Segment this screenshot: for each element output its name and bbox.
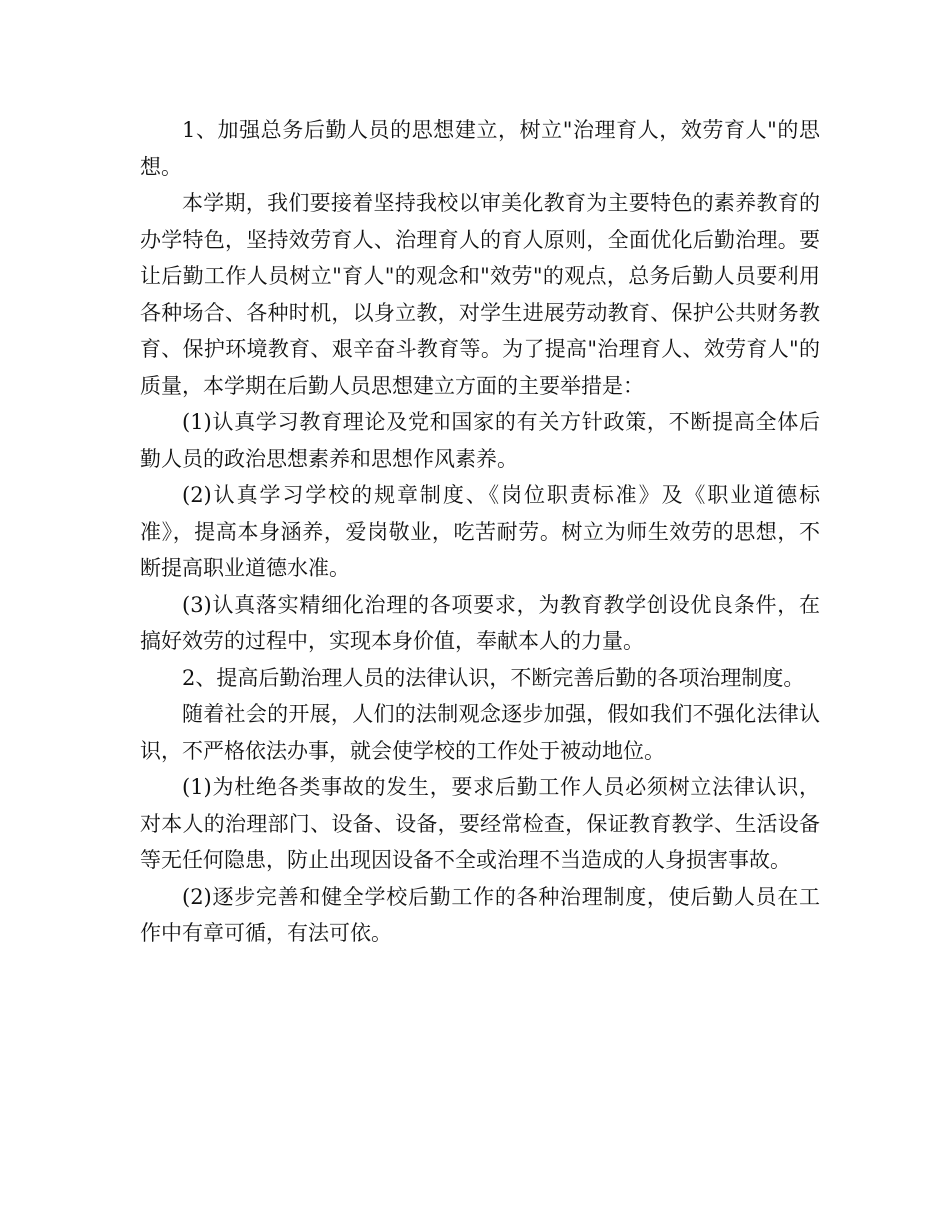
body-paragraph-2: 随着社会的开展，人们的法制观念逐步加强，假如我们不强化法律认识，不严格依法办事，就会使学校的工作处于被动地位。 bbox=[140, 702, 820, 763]
section-heading-2: 2、提高后勤治理人员的法律认识，不断完善后勤的各项治理制度。 bbox=[182, 665, 805, 690]
document-page bbox=[140, 112, 820, 952]
list-item-3: (3)认真落实精细化治理的各项要求，为教育教学创设优良条件，在搞好效劳的过程中，实现本身价值，奉献本人的力量。 bbox=[140, 592, 820, 653]
section-heading-1: 1、加强总务后勤人员的思想建立，树立"治理育人，效劳育人"的思想。 bbox=[140, 118, 820, 179]
list-item-2: (2)认真学习学校的规章制度、《岗位职责标准》及《职业道德标准》，提高本身涵养，爱岗敬业，吃苦耐劳。树立为师生效劳的思想，不断提高职业道德水准。 bbox=[140, 483, 820, 580]
list-item-5: (2)逐步完善和健全学校后勤工作的各种治理制度，使后勤人员在工作中有章可循，有法可依。 bbox=[140, 884, 820, 945]
list-item-4: (1)为杜绝各类事故的发生，要求后勤工作人员必须树立法律认识，对本人的治理部门、设备、设备，要经常检查，保证教育教学、生活设备等无任何隐患，防止出现因设备不全或治理不当造成的人身损害事故。 bbox=[140, 775, 820, 872]
list-item-1: (1)认真学习教育理论及党和国家的有关方针政策，不断提高全体后勤人员的政治思想素养和思想作风素养。 bbox=[140, 410, 820, 471]
body-paragraph: 本学期，我们要接着坚持我校以审美化教育为主要特色的素养教育的办学特色，坚持效劳育人、治理育人的育人原则，全面优化后勤治理。要让后勤工作人员树立"育人"的观念和"效劳"的观点，总务后勤人员要利用各种场合、各种时机，以身立教，对学生进展劳动教育、保护公共财务教育、保护环境教育、艰辛奋斗教育等。为了提高"治理育人、效劳育人"的质量，本学期在后勤人员思想建立方面的主要举措是： bbox=[140, 191, 820, 398]
